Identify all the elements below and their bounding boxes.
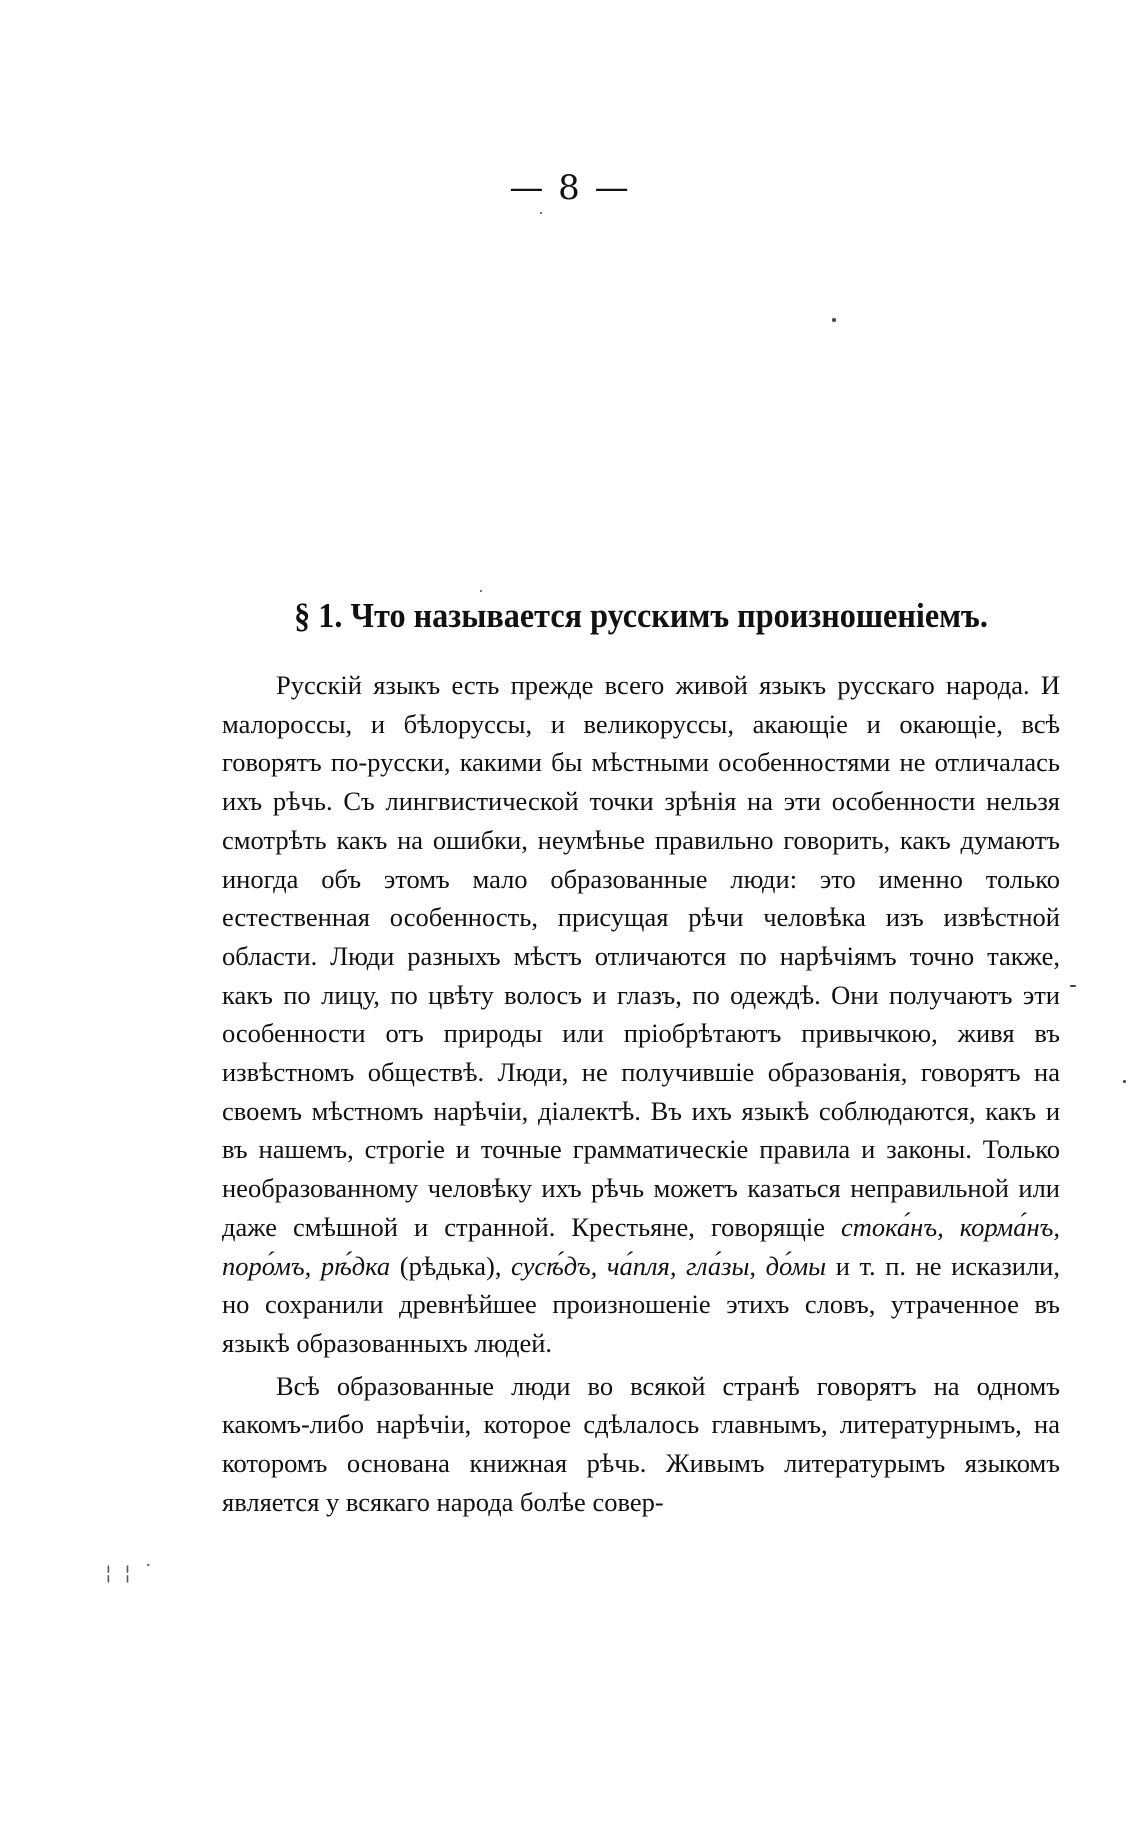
paragraph-2 [222,1367,1060,1522]
text-run: (рѣдька), [390,1250,512,1281]
text-run: Русскій языкъ есть прежде всего живой языкъ русскаго народа. И малороссы, и бѣлоруссы, и великоруссы, акающіе и окающіе, всѣ говорятъ по-русски, какими бы мѣстными особенностями не отличалась ихъ рѣчь. Съ лингвистической точки зрѣнія на эти особенности нельзя смотрѣть какъ на ошибки, неумѣнье правильно говорить, какъ думаютъ иногда объ этомъ мало образованные люди: это именно только естественная особенность, присущая рѣчи человѣка изъ извѣстной области. Люди разныхъ мѣстъ отличаются по нарѣчіямъ точно также, какъ по лицу, по цвѣту волосъ и глазъ, по одеждѣ. Они получаютъ эти особенности отъ природы или пріобрѣтаютъ привычкою, живя въ извѣстномъ обществѣ. Люди, не получившіе образованія, говорятъ на своемъ мѣстномъ нарѣчіи, діалектѣ. Въ ихъ языкѣ соблюдаются, какъ и въ нашемъ, строгіе и точные грамматическіе правила и законы. Только необразованному человѣку ихъ рѣчь можетъ казаться неправильной или даже смѣшной и странной. Крестьяне, говорящіе [222,670,1060,1242]
ink-speck [480,590,482,592]
text-run: Всѣ образованные люди во всякой странѣ говорятъ на одномъ какомъ-либо нарѣчіи, которое сдѣлалось главнымъ, литературнымъ, на которомъ основана книжная рѣчь. Живымъ литературымъ языкомъ является у всякаго народа болѣе совер- [222,1370,1060,1517]
italic-example-words: сусѣ́дъ, ча́пля, гла́зы, до́мы [511,1250,827,1281]
section-heading: § 1. Что называется русскимъ произношеніемъ. [294,596,988,635]
ink-speck [1123,1080,1126,1083]
margin-pencil-marks: ¦ ¦ ˙ [105,1560,157,1584]
paragraph-1 [222,666,1060,1363]
ink-speck [1070,985,1076,987]
ink-speck [832,318,836,322]
text-run: и т. п. не исказили, но сохранили древнѣйшее произношеніе этихъ словъ, утраченное въ языкѣ образованныхъ людей. [222,1250,1060,1358]
section-body [222,666,1060,1525]
page-number: — 8 — [509,168,631,208]
italic-example-words: стока́нъ, корма́нъ, поро́мъ, рѣ́дка [222,1211,1060,1281]
ink-speck [540,212,542,214]
